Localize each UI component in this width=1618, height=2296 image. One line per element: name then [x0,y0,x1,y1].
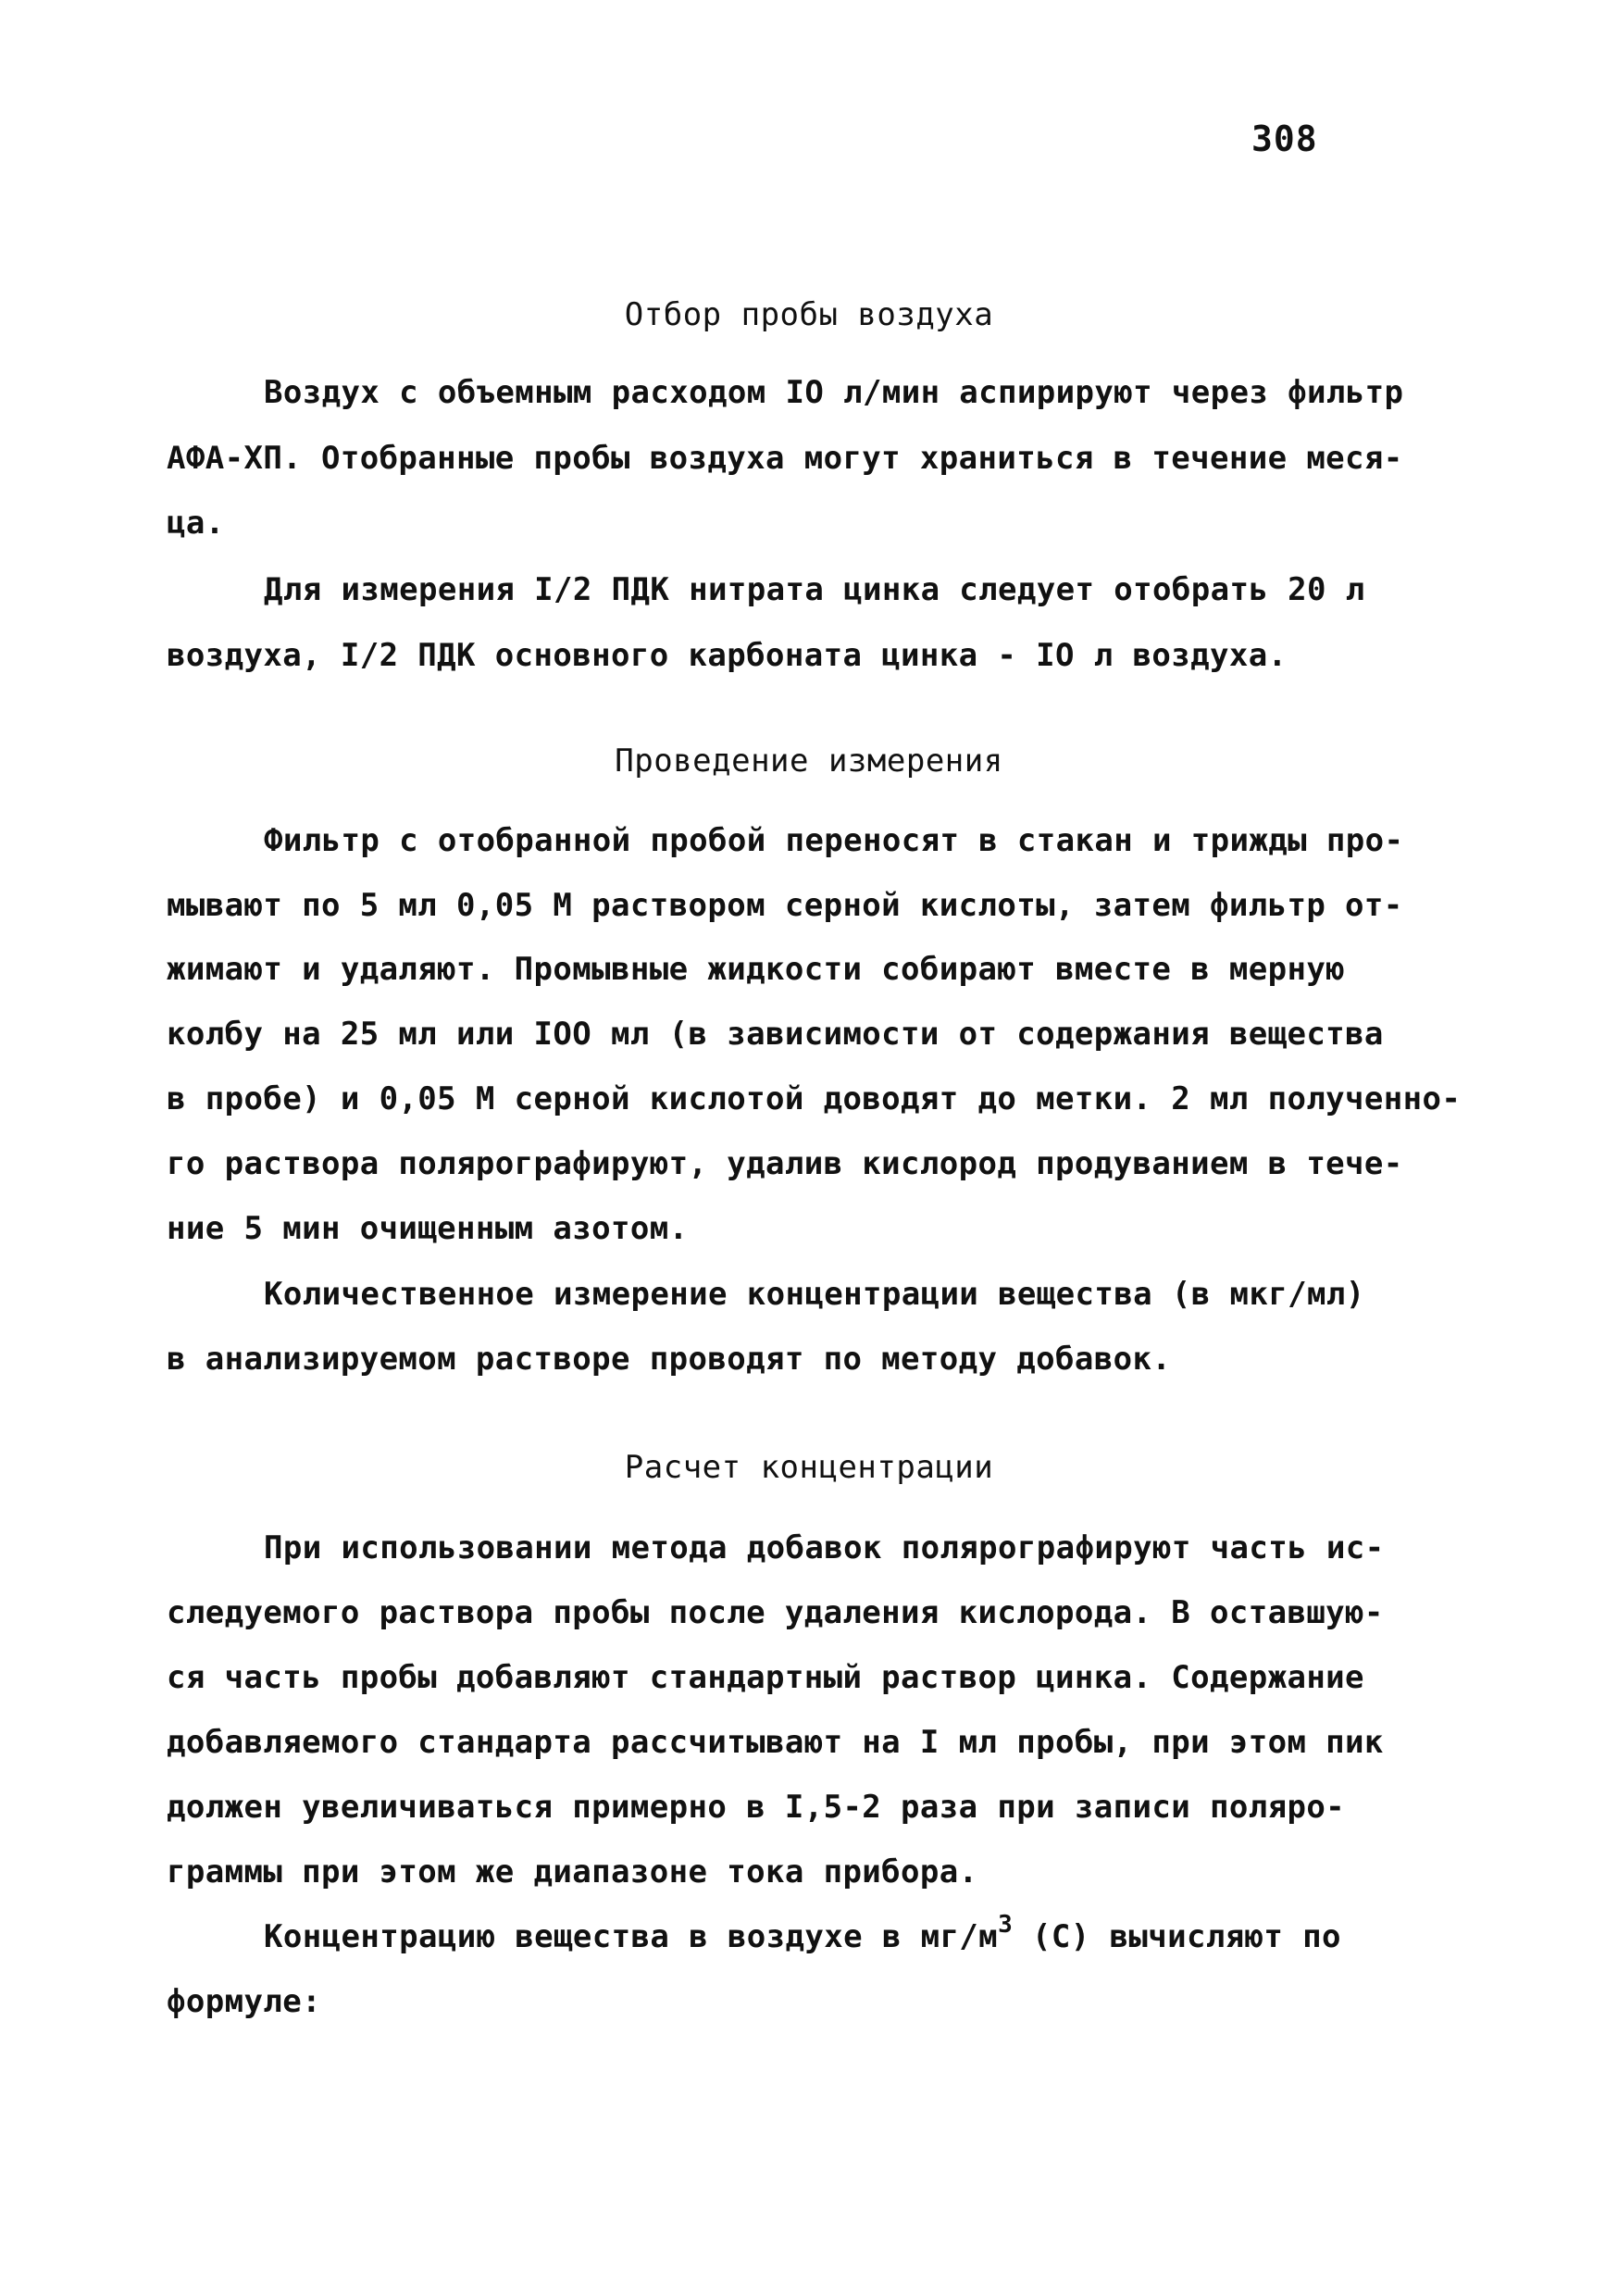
text-line: должен увеличиваться примерно в I,5-2 раза при записи поляро- [167,1789,1346,1826]
text-line: в пробе) и 0,05 М серной кислотой доводят до метки. 2 мл полученно- [167,1080,1462,1117]
text-line: следуемого раствора пробы после удаления кислорода. В оставшую- [167,1594,1384,1631]
text-line: граммы при этом же диапазоне тока прибора. [167,1853,978,1890]
text-line: ца. [167,505,225,542]
text-line: го раствора полярографируют, удалив кислород продуванием в тече- [167,1145,1403,1182]
text-line: колбу на 25 мл или IOO мл (в зависимости от содержания вещества [167,1016,1384,1053]
text-line: жимают и удаляют. Промывные жидкости собирают вместе в мерную [167,951,1346,988]
text-segment: (С) вычисляют по [1013,1918,1341,1955]
text-line: Воздух с объемным расходом IO л/мин аспирируют через фильтр [264,374,1404,411]
text-line: добавляемого стандарта рассчитывают на I мл пробы, при этом пик [167,1724,1384,1761]
text-line: Фильтр с отобранной пробой переносят в стакан и трижды про- [264,822,1404,859]
text-line: мывают по 5 мл 0,05 М раствором серной кислоты, затем фильтр от- [167,887,1403,924]
text-segment: Концентрацию вещества в воздухе в мг/м [264,1918,999,1955]
text-line: Для измерения I/2 ПДК нитрата цинка следует отобрать 20 л [264,571,1365,608]
text-line: АФА-ХП. Отобранные пробы воздуха могут храниться в течение меся- [167,440,1403,477]
text-line: Количественное измерение концентрации вещества (в мкг/мл) [264,1276,1365,1313]
text-line-formula-intro [264,1910,1341,1955]
section-heading-measurement: Проведение измерения [615,742,1003,780]
page-number: 308 [1251,119,1318,159]
text-line: воздуха, I/2 ПДК основного карбоната цинка - IO л воздуха. [167,637,1288,674]
superscript-cubed: 3 [998,1910,1014,1939]
text-line: ние 5 мин очищенным азотом. [167,1210,689,1247]
text-line: формуле: [167,1983,321,2020]
text-line: в анализируемом растворе проводят по методу добавок. [167,1341,1172,1378]
section-heading-sampling: Отбор пробы воздуха [624,296,994,333]
text-line: ся часть пробы добавляют стандартный раствор цинка. Содержание [167,1659,1364,1696]
section-heading-calculation: Расчет концентрации [624,1449,994,1486]
text-line: При использовании метода добавок полярографируют часть ис- [264,1529,1385,1566]
